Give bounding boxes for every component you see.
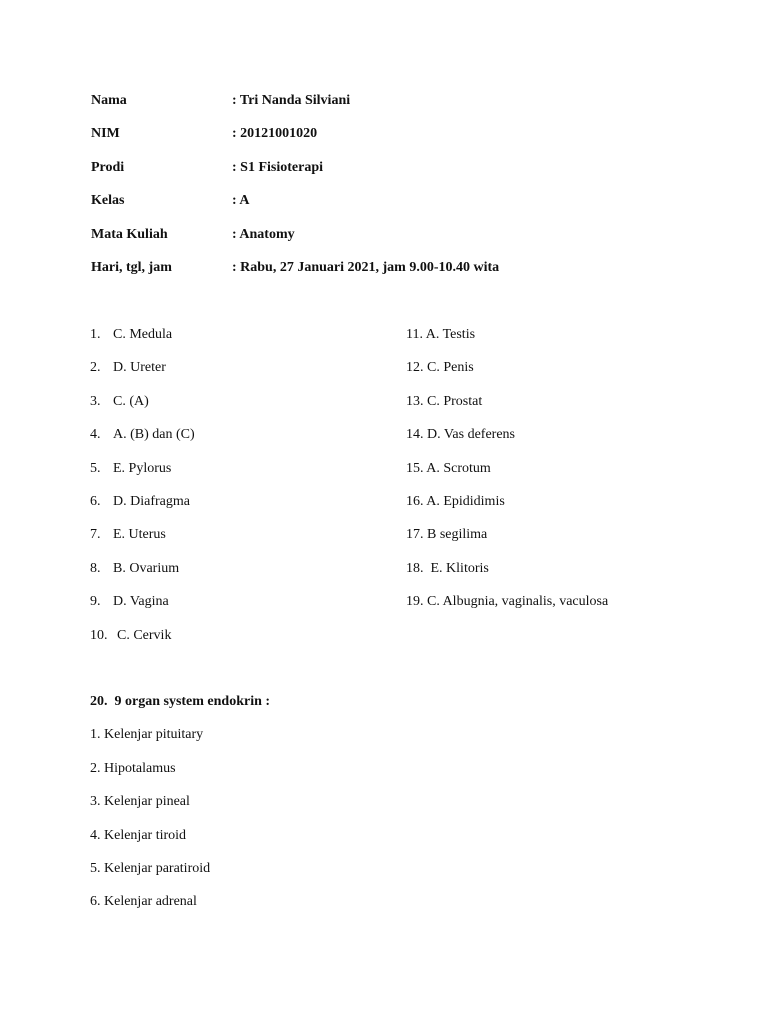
answer-text: B. Ovarium xyxy=(113,560,180,576)
answer-item: 17. B segilima xyxy=(406,527,488,543)
answer-text: C. (A) xyxy=(113,393,149,409)
info-label: Mata Kuliah xyxy=(91,226,168,242)
info-value: : A xyxy=(232,193,250,209)
answer-item: 16. A. Epididimis xyxy=(406,493,505,509)
answer-item xyxy=(90,594,390,627)
list-item: 2. Hipotalamus xyxy=(90,760,176,776)
endocrine-section xyxy=(90,694,690,928)
answer-item xyxy=(90,628,390,661)
answer-text: A. (B) dan (C) xyxy=(113,427,195,443)
answer-item xyxy=(90,394,390,427)
list-item: 4. Kelenjar tiroid xyxy=(90,827,187,843)
answer-item xyxy=(90,327,390,360)
answer-number: 6. xyxy=(90,493,101,509)
answer-item: 13. C. Prostat xyxy=(406,393,483,409)
answer-text: D. Diafragma xyxy=(113,493,190,509)
info-value: : Anatomy xyxy=(232,226,295,242)
answer-item xyxy=(90,527,390,560)
answer-item: 19. C. Albugnia, vaginalis, vaculosa xyxy=(406,594,609,610)
list-item: 5. Kelenjar paratiroid xyxy=(90,860,211,876)
info-value: : Tri Nanda Silviani xyxy=(232,93,351,108)
answer-item: 15. A. Scrotum xyxy=(406,460,491,476)
answer-text: C. Cervik xyxy=(117,627,172,643)
answer-number: 8. xyxy=(90,560,101,576)
answer-item xyxy=(90,494,390,527)
answer-number: 7. xyxy=(90,527,101,543)
info-label: Prodi xyxy=(91,159,125,175)
answer-item: 18. E. Klitoris xyxy=(406,560,489,576)
answer-number: 4. xyxy=(90,427,101,443)
answer-item: 12. C. Penis xyxy=(406,360,474,376)
info-value: : S1 Fisioterapi xyxy=(232,159,323,175)
answer-item: 14. D. Vas deferens xyxy=(406,427,515,443)
info-row-prodi xyxy=(91,160,691,193)
answer-item xyxy=(90,427,390,460)
answer-text: E. Pylorus xyxy=(113,460,172,476)
info-row-nim xyxy=(91,126,691,159)
answer-item xyxy=(90,561,390,594)
section-title: 20. 9 organ system endokrin : xyxy=(90,694,271,709)
info-value: : Rabu, 27 Januari 2021, jam 9.00-10.40 wita xyxy=(232,259,500,275)
list-item: 6. Kelenjar adrenal xyxy=(90,894,197,910)
answer-text: E. Uterus xyxy=(113,527,166,543)
answer-item xyxy=(90,360,390,393)
student-info xyxy=(91,93,691,293)
answer-item xyxy=(90,461,390,494)
answer-number: 9. xyxy=(90,594,101,610)
list-item: 3. Kelenjar pineal xyxy=(90,794,190,810)
info-label: Hari, tgl, jam xyxy=(91,259,172,275)
list-item: 1. Kelenjar pituitary xyxy=(90,727,204,743)
answer-number: 1. xyxy=(90,327,101,342)
answer-number: 10. xyxy=(90,627,108,643)
answer-column-left xyxy=(90,327,390,661)
info-row-mata-kuliah xyxy=(91,227,691,260)
answer-number: 3. xyxy=(90,393,101,409)
info-value: : 20121001020 xyxy=(232,126,318,142)
answer-number: 2. xyxy=(90,360,101,376)
answer-number: 5. xyxy=(90,460,101,476)
answer-item: 11. A. Testis xyxy=(406,327,476,342)
info-row-hari xyxy=(91,260,691,293)
info-row-kelas xyxy=(91,193,691,226)
info-label: Nama xyxy=(91,93,127,108)
info-row-nama xyxy=(91,93,691,126)
answer-column-right xyxy=(406,327,706,628)
answer-text: C. Medula xyxy=(113,327,173,342)
info-label: Kelas xyxy=(91,193,125,209)
info-label: NIM xyxy=(91,126,120,142)
answer-text: D. Vagina xyxy=(113,594,169,610)
answer-text: D. Ureter xyxy=(113,360,166,376)
